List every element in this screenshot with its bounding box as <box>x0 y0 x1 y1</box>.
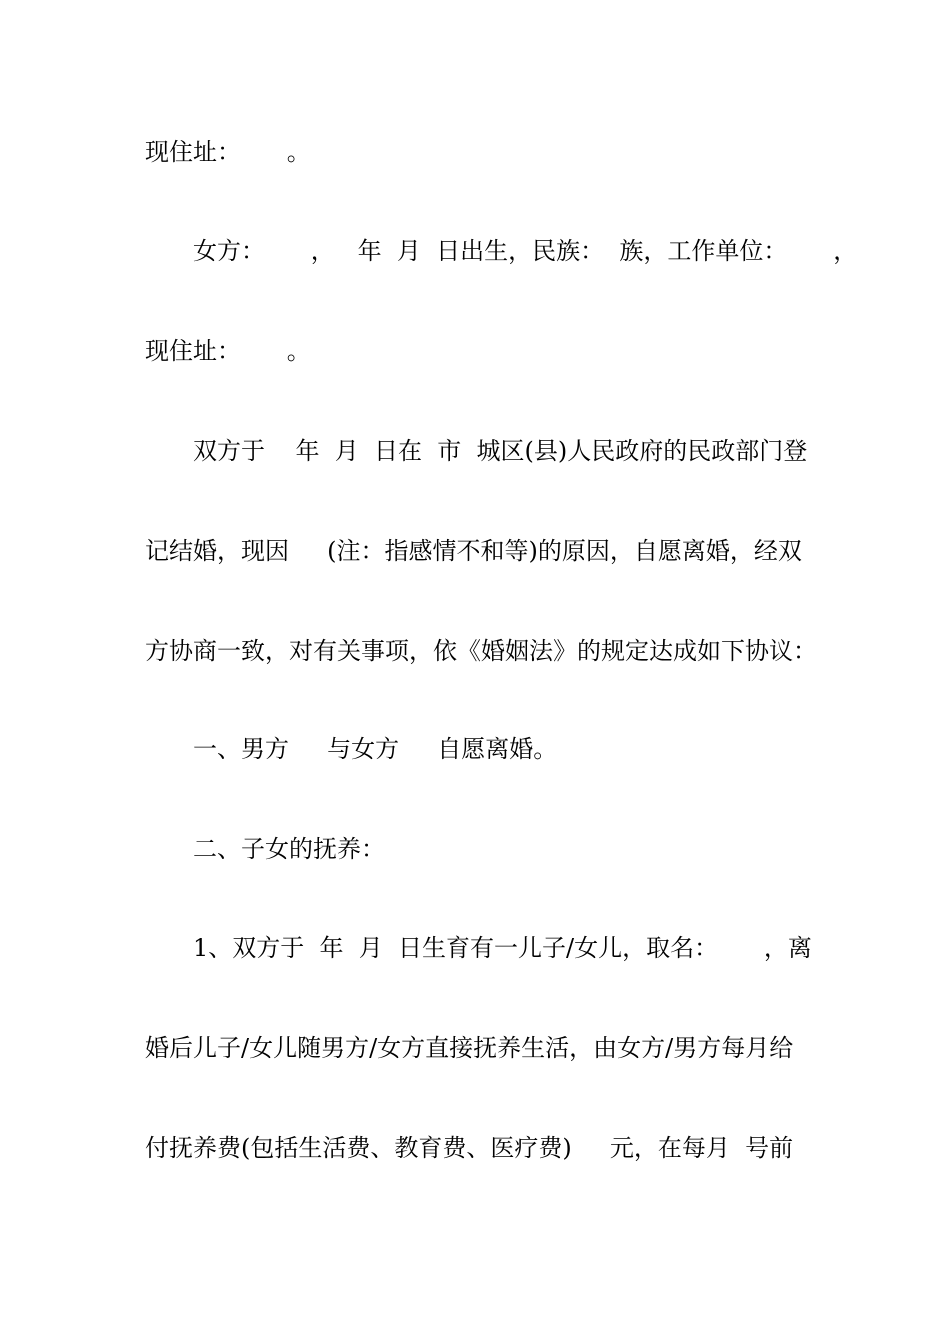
text-line-divorce-reason: 记结婚，现因 (注：指感情不和等)的原因，自愿离婚，经双 <box>145 537 802 565</box>
text-line-agreement-intro: 方协商一致，对有关事项，依《婚姻法》的规定达成如下协议： <box>145 637 817 665</box>
text-line-marriage-registration: 双方于 年 月 日在 市 城区(县)人民政府的民政部门登 <box>193 437 808 465</box>
text-line-clause-2-1: 1、双方于 年 月 日生育有一儿子/女儿，取名： ，离 <box>193 934 812 962</box>
text-line-clause-2-1-cont: 婚后儿子/女儿随男方/女方直接抚养生活，由女方/男方每月给 <box>145 1034 794 1062</box>
text-line-current-address-male: 现住址： 。 <box>145 138 311 166</box>
text-line-clause-2-1-cont2: 付抚养费(包括生活费、教育费、医疗费) 元，在每月 号前 <box>145 1134 794 1162</box>
text-line-clause-2-heading: 二、子女的抚养： <box>193 835 385 863</box>
text-line-clause-1: 一、男方 与女方 自愿离婚。 <box>193 735 558 763</box>
text-line-female-info: 女方： ， 年 月 日出生，民族： 族，工作单位： ， <box>193 237 858 265</box>
text-line-current-address-female: 现住址： 。 <box>145 337 311 365</box>
